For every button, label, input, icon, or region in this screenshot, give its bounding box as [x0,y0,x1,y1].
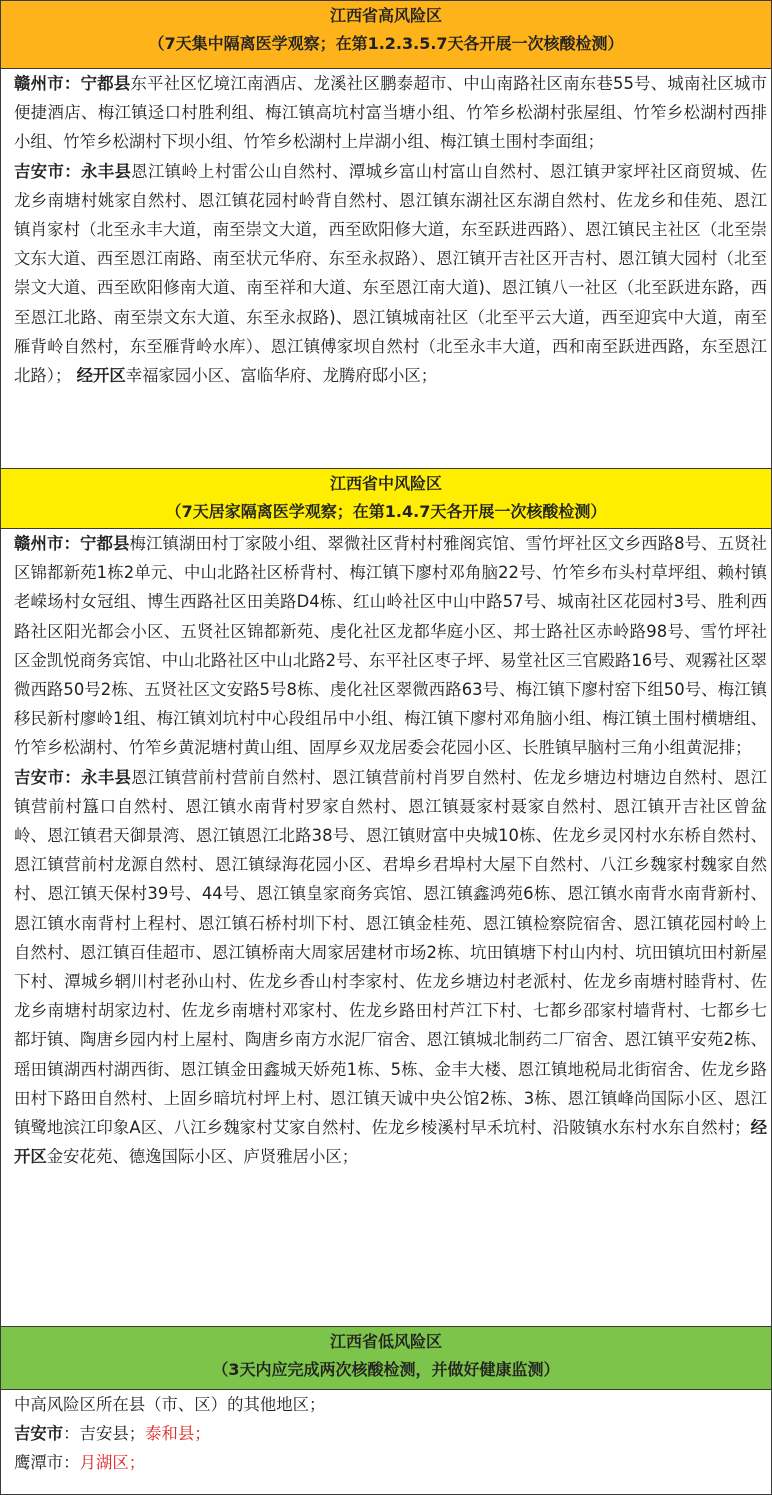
mid-risk-subtitle: （7天居家隔离医学观察；在第1.4.7天各开展一次核酸检测） [165,502,607,521]
low-risk-header [1,1327,771,1390]
area-list: 东平社区忆境江南酒店、龙溪社区鹏泰超市、中山南路社区南东巷55号、城南社区城市便捷酒店、梅江镇迳口村胜利组、梅江镇高坑村富当塘小组、竹笮乡松湖村张屋组、竹笮乡松湖村西排小组、竹笮乡松湖村下坝小组、竹笮乡松湖村上岸湖小组、梅江镇土围村李面组； [14,74,768,152]
area-list: 梅江镇湖田村丁家陂小组、翠微社区背村村雅阁宾馆、雪竹坪社区文乡西路8号、五贤社区锦都新苑1栋2单元、中山北路社区桥背村、梅江镇下廖村邓角脑22号、竹笮乡布头村草坪组、赖村镇老嵘场村女冠组、博生西路社区田美路D4栋、红山岭社区中山中路57号、城南社区花园村3号、胜利西路社区阳光都会小区、五贤社区锦都新苑、虔化社区龙都华庭小区、邦士路社区赤岭路98号、雪竹坪社区金凯悦商务宾馆、中山北路社区中山北路2号、东平社区枣子坪、易堂社区三官殿路16号、观霧社区翠微西路50号2栋、五贤社区文安路5号8栋、虔化社区翠微西路63号、梅江镇下廖村窑下组50号、梅江镇移民新村廖岭1组、梅江镇刘坑村中心段组吊中小组、梅江镇下廖村邓角脑小组、梅江镇土围村横塘组、竹笮乡松湖村、竹笮乡黄泥塘村黄山组、固厚乡双龙居委会花园小区、长胜镇早脑村三角小组黄泥排； [14,534,768,758]
high-risk-section [0,0,772,469]
city-label: 吉安市 [14,1424,64,1444]
dev-zone-list: 幸福家园小区、富临华府、龙腾府邸小区； [125,366,438,386]
dev-zone-label: 经开区 [14,1118,767,1167]
dev-zone-list: 金安花苑、德逸国际小区、庐贤雅居小区； [46,1147,359,1167]
city-label: 赣州市： [14,534,81,553]
low-risk-line-3 [14,1448,767,1477]
area-list: 恩江镇岭上村雷公山自然村、潭城乡富山村富山自然村、恩江镇尹家坪社区商贸城、佐龙乡南塘村姚家自然村、恩江镇花园村岭背自然村、恩江镇东湖社区东湖自然村、佐龙乡和佳苑、恩江镇肖家村（北至永丰大道，南至崇文大道，西至欧阳修大道，东至跃进西路）、恩江镇民主社区（北至崇文东大道、西至恩江南路、南至状元华府、东至永叔路）、恩江镇开吉社区开吉村、恩江镇大园村（北至崇文大道、西至欧阳修南大道、南至祥和大道、东至恩江南大道)、恩江镇八一社区（北至跃进东路，西至恩江北路、南至崇文东大道、东至永叔路)、恩江镇城南社区（北至平云大道，西至迎宾中大道，南至雁背岭自然村，东至雁背岭水库）、恩江镇傅家坝自然村（北至永丰大道，西和南至跃进西路，东至恩江北路）； [14,161,768,386]
dev-zone-label: 经开区 [76,366,126,386]
mid-risk-section [0,469,772,1327]
low-risk-subtitle: （3天内应完成两次核酸检测，并做好健康监测） [212,1360,560,1379]
county-label: 宁都县 [80,534,130,553]
low-risk-body [1,1390,771,1494]
county-label: 永丰县 [80,767,132,787]
district-red: 月湖区； [79,1453,146,1473]
county-label: 宁都县 [80,74,131,93]
low-risk-line-1: 中高风险区所在县（市、区）的其他地区； [14,1395,326,1414]
mid-risk-header [1,469,771,529]
mid-risk-title: 江西省中风险区 [329,474,442,493]
county-label: 永丰县 [80,161,132,181]
low-risk-section [0,1327,772,1495]
city-label: 鹰潭市： [14,1453,80,1473]
high-risk-title: 江西省高风险区 [329,6,442,25]
mid-risk-ganzhou [14,529,767,763]
low-risk-title: 江西省低风险区 [329,1332,442,1351]
city-label: 吉安市： [14,161,81,181]
high-risk-jian [14,157,767,391]
high-risk-header [1,1,771,69]
low-risk-line-2 [14,1419,767,1448]
mid-risk-jian [14,763,767,1172]
mid-risk-body [1,529,771,1326]
area-list: 恩江镇营前村营前自然村、恩江镇营前村肖罗自然村、佐龙乡塘边村塘边自然村、恩江镇营前村簋口自然村、恩江镇水南背村罗家自然村、恩江镇聂家村聂家自然村、恩江镇开吉社区曾盆岭、恩江镇君天御景湾、恩江镇恩江北路38号、恩江镇财富中央城10栋、佐龙乡灵冈村水东桥自然村、恩江镇营前村龙源自然村、恩江镇绿海花园小区、君埠乡君埠村大屋下自然村、八江乡魏家村魏家自然村、恩江镇天保村39号、44号、恩江镇皇家商务宾馆、恩江镇鑫鸿苑6栋、恩江镇水南背水南背新村、恩江镇水南背村上程村、恩江镇石桥村圳下村、恩江镇金桂苑、恩江镇检察院宿舍、恩江镇花园村岭上自然村、恩江镇百佳超市、恩江镇桥南大周家居建材市场2栋、坑田镇塘下村山内村、坑田镇坑田村新屋下村、潭城乡辋川村老孙山村、佐龙乡香山村李家村、佐龙乡塘边村老派村、佐龙乡南塘村睦背村、佐龙乡南塘村胡家边村、佐龙乡南塘村邓家村、佐龙乡路田村芦江下村、七都乡邵家村墙背村、七都乡七都圩镇、陶唐乡园内村上屋村、陶唐乡南方水泥厂宿舍、恩江镇城北制药二厂宿舍、恩江镇平安苑2栋、瑶田镇湖西村湖西街、恩江镇金田鑫城天娇苑1栋、5栋、金丰大楼、恩江镇地税局北街宿舍、佐龙乡路田村下路田自然村、上固乡暗坑村坪上村、恩江镇天诚中央公馆2栋、3栋、恩江镇峰尚国际小区、恩江镇鹭地滨江印象A区、八江乡魏家村艾家自然村、佐龙乡棱溪村早禾坑村、沿陂镇水东村水东自然村； [14,767,768,1138]
county-text: ：吉安县； [63,1424,146,1444]
city-label: 吉安市： [14,767,81,787]
high-risk-body [1,69,771,468]
city-label: 赣州市： [14,74,81,93]
high-risk-ganzhou [14,69,767,157]
high-risk-subtitle: （7天集中隔离医学观察；在第1.2.3.5.7天各开展一次核酸检测） [148,34,624,53]
county-red: 泰和县； [145,1424,211,1444]
